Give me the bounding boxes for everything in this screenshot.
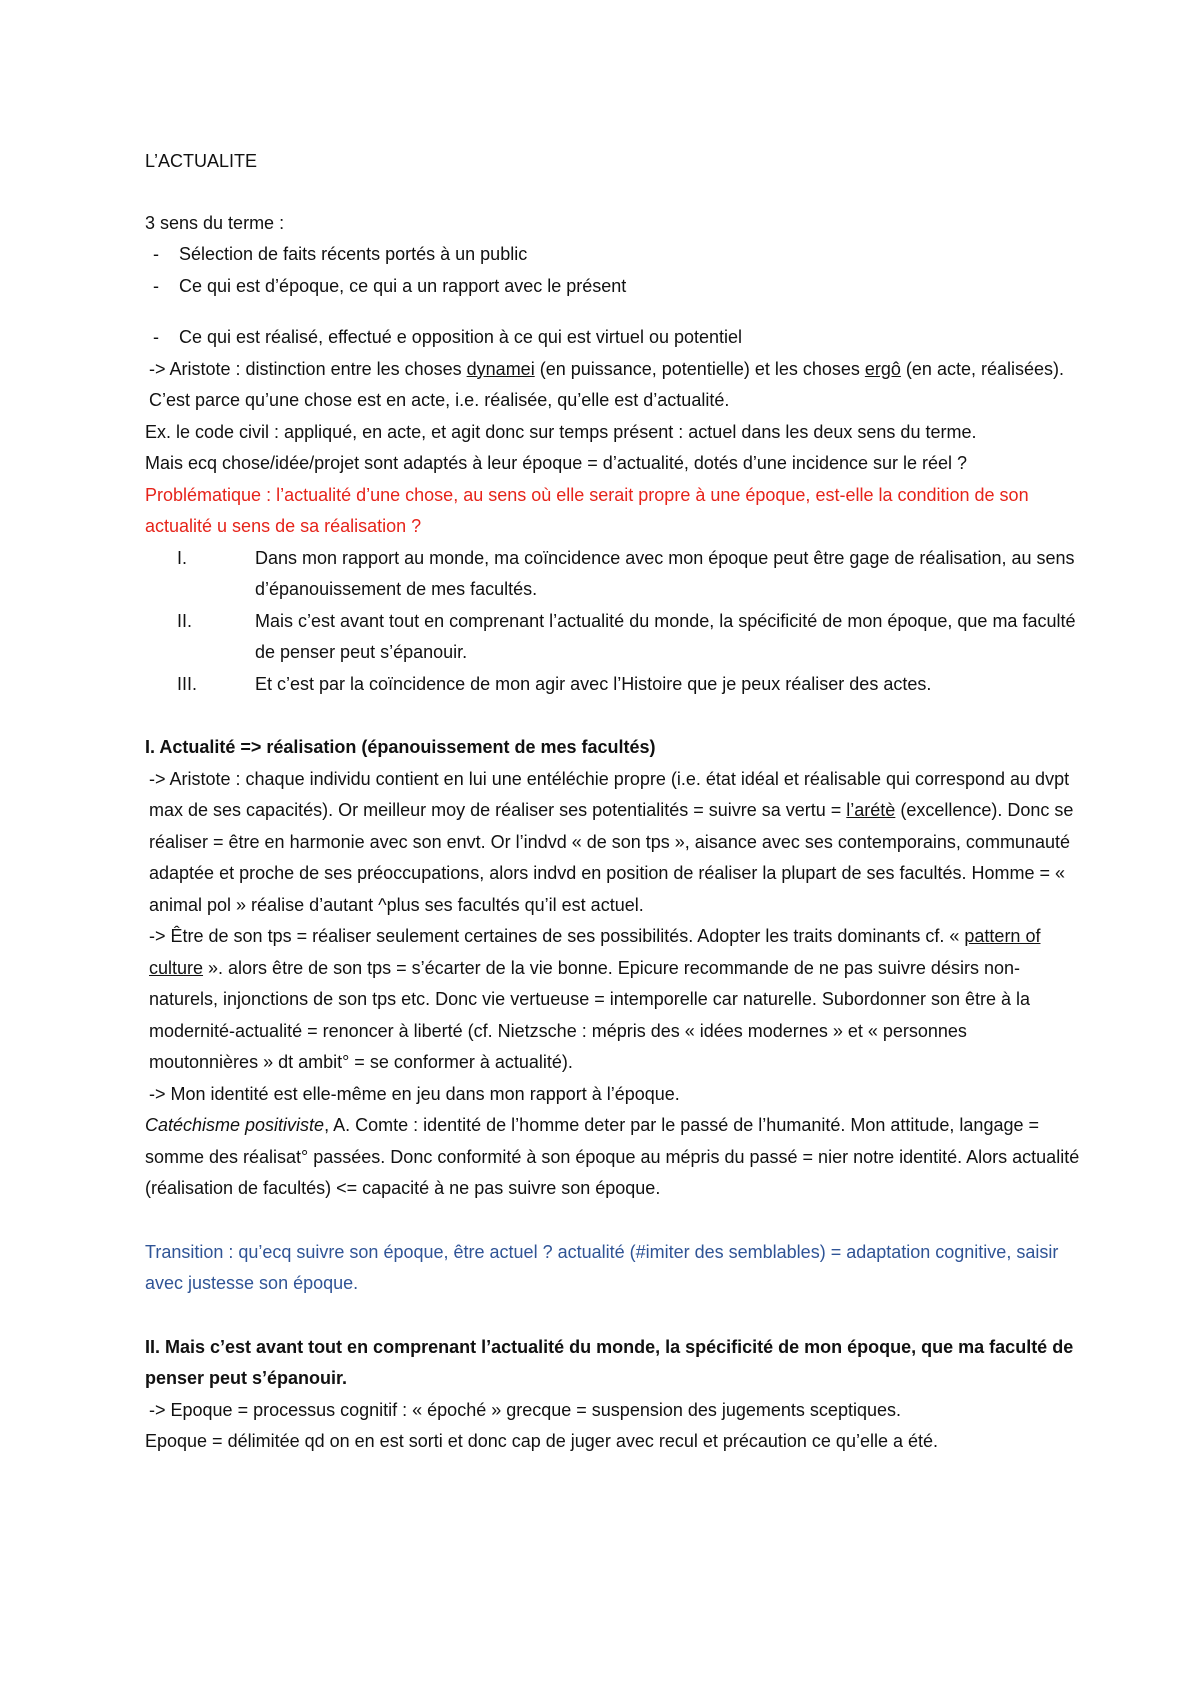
document-title: L’ACTUALITE — [145, 151, 258, 171]
italic-title: Catéchisme positiviste — [145, 1115, 325, 1135]
part1-paragraph-2 — [145, 921, 1080, 1079]
problematique-paragraph: Problématique : l’actualité d’une chose, au sens où elle serait propre à une époque, est-elle la condition de son actualité u sens de sa réalisation ? — [145, 484, 1029, 536]
list-number: I. — [177, 547, 188, 568]
senses-list — [145, 239, 1080, 302]
list-number: II. — [177, 610, 193, 631]
underlined-term: dynamei — [466, 358, 535, 379]
list-item: - Ce qui est d’époque, ce qui a un rapport avec le présent — [145, 271, 1080, 303]
example-paragraph: Ex. le code civil : appliqué, en acte, et agit donc sur temps présent : actuel dans les deux sens du terme. — [145, 421, 977, 442]
part2-paragraph-2: Epoque = délimitée qd on en est sorti et donc cap de juger avec recul et précaution ce qu’elle a été. — [145, 1431, 939, 1451]
part1-paragraph-1 — [145, 764, 1080, 922]
list-text: Et c’est par la coïncidence de mon agir avec l’Histoire que je peux réaliser des actes. — [255, 673, 932, 694]
part1-heading: I. Actualité => réalisation (épanouissement de mes facultés) — [145, 737, 656, 757]
part1-paragraph-4 — [145, 1110, 1080, 1205]
question-paragraph: Mais ecq chose/idée/projet sont adaptés à leur époque = d’actualité, dotés d’une incidence sur le réel ? — [145, 453, 968, 473]
underlined-term: ergô — [864, 358, 901, 379]
text-run: -> Être de son tps = réaliser seulement certaines de ses possibilités. Adopter les traits dominants cf. « — [149, 926, 965, 946]
text-run: (en acte, réalisées). C’est parce qu’une chose est en acte, i.e. réalisée, qu’elle est d’actualité. — [149, 358, 1064, 410]
list-item: - Ce qui est réalisé, effectué e opposition à ce qui est virtuel ou potentiel — [145, 322, 1080, 354]
transition-paragraph: Transition : qu’ecq suivre son époque, être actuel ? actualité (#imiter des semblables) = adaptation cognitive, saisir avec justesse son époque. — [145, 1241, 1059, 1293]
text-run: -> Aristote : distinction entre les choses — [149, 358, 467, 379]
text-run: ». alors être de son tps = s’écarter de la vie bonne. Epicure recommande de ne pas suivre désirs non-naturels, injonctions de son tps etc. Donc vie vertueuse = intemporelle car naturelle. Subordonner son être à la modernité-actualité = renoncer à liberté (cf. Nietzsche : mépris des « idées modernes » et « personnes moutonnières » dt ambit° = se conformer à actualité). — [149, 957, 1031, 1072]
underlined-term: l’arétè — [846, 800, 896, 820]
text-run: -> Aristote : chaque individu contient en lui une entéléchie propre (i.e. état idéal et réalisable qui correspond au dvpt max de ses capacités). Or meilleur moy de réaliser ses potentialités = suivre sa vertu = — [149, 768, 1070, 820]
senses-list-continued — [145, 322, 1080, 354]
list-item — [145, 606, 1080, 669]
text-run: , A. Comte : identité de l’homme deter par le passé de l’humanité. Mon attitude, langage = somme des réalisat° passées. Donc conformité à son époque au mépris du passé = nier notre identité. Alors actualité (réalisation de facultés) <= capacité à ne pas suivre son époque. — [145, 1115, 1080, 1198]
list-item — [145, 543, 1080, 606]
list-text: Mais c’est avant tout en comprenant l’actualité du monde, la spécificité de mon époque, que ma faculté de penser peut s’épanouir. — [255, 610, 1076, 662]
plan-list — [145, 543, 1080, 701]
part1-paragraph-3: -> Mon identité est elle-même en jeu dans mon rapport à l’époque. — [149, 1083, 680, 1104]
list-number: III. — [177, 673, 198, 694]
aristote-paragraph — [145, 354, 1080, 417]
part2-heading: II. Mais c’est avant tout en comprenant l’actualité du monde, la spécificité de mon époque, que ma faculté de penser peut s’épanouir. — [145, 1336, 1074, 1388]
text-run: (excellence). Donc se réaliser = être en harmonie avec son envt. Or l’indvd « de son tps », aisance avec ses contemporains, communauté adaptée et proche de ses préoccupations, alors indvd en position de réaliser la plupart de ses facultés. Homme = « animal pol » réalise d’autant ^plus ses facultés qu’il est actuel. — [149, 800, 1074, 915]
senses-intro: 3 sens du terme : — [145, 212, 285, 233]
list-item: - Sélection de faits récents portés à un public — [145, 239, 1080, 271]
part2-paragraph-1: -> Epoque = processus cognitif : « époché » grecque = suspension des jugements sceptiques. — [149, 1399, 901, 1420]
underlined-term: pattern of culture — [149, 926, 1041, 978]
list-item — [145, 669, 1080, 701]
list-text: Dans mon rapport au monde, ma coïncidence avec mon époque peut être gage de réalisation, au sens d’épanouissement de mes facultés. — [255, 547, 1075, 599]
text-run: (en puissance, potentielle) et les choses — [534, 358, 865, 379]
